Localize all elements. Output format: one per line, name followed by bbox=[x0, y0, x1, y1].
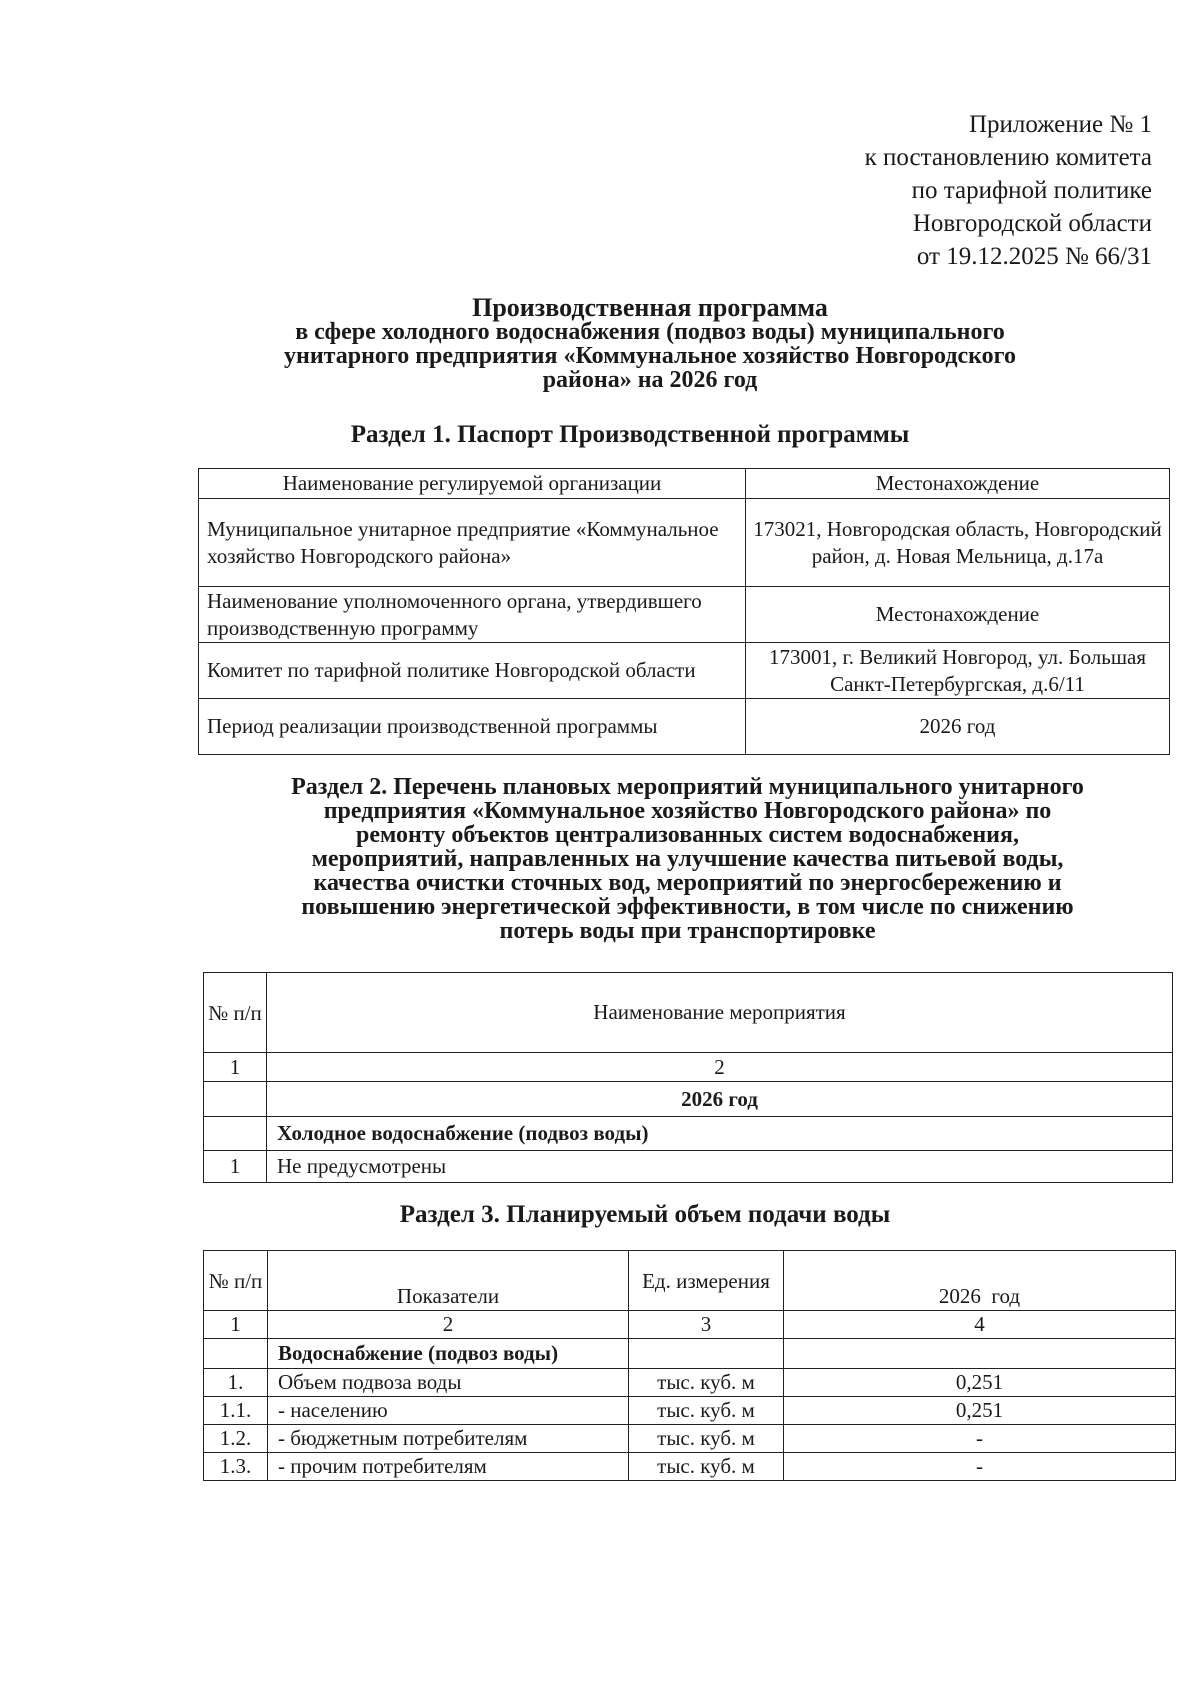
table-cell: 2 bbox=[268, 1311, 629, 1339]
table-cell: Наименование уполномоченного органа, утвердившего производственную программу bbox=[199, 587, 746, 643]
table-cell: - bbox=[784, 1425, 1176, 1453]
appendix-line: к постановлению комитета bbox=[864, 144, 1152, 171]
table-cell: 2026 год bbox=[784, 1251, 1176, 1311]
table-cell: - бюджетным потребителям bbox=[268, 1425, 629, 1453]
table-cell bbox=[204, 1082, 267, 1117]
title-line: унитарного предприятия «Коммунальное хозяйство Новгородского bbox=[284, 343, 1016, 369]
document-title bbox=[200, 293, 1100, 393]
title-line: Производственная программа bbox=[472, 293, 828, 322]
table-cell: 1 bbox=[204, 1151, 267, 1183]
heading-line: потерь воды при транспортировке bbox=[499, 918, 876, 944]
table-row bbox=[204, 1053, 1173, 1082]
appendix-line: по тарифной политике bbox=[911, 177, 1152, 204]
table-cell: 4 bbox=[784, 1311, 1176, 1339]
table-cell: Холодное водоснабжение (подвоз воды) bbox=[267, 1117, 1173, 1151]
section1-heading: Раздел 1. Паспорт Производственной программы bbox=[350, 421, 910, 448]
table-cell: 0,251 bbox=[784, 1369, 1176, 1397]
table-row bbox=[204, 1453, 1176, 1481]
table-cell: № п/п bbox=[204, 1251, 268, 1311]
table-row bbox=[204, 1151, 1173, 1183]
table-cell: 173021, Новгородская область, Новгородский район, д. Новая Мельница, д.17а bbox=[746, 499, 1170, 587]
table-cell: 2026 год bbox=[746, 699, 1170, 755]
table-cell: тыс. куб. м bbox=[629, 1397, 784, 1425]
heading-line: предприятия «Коммунальное хозяйство Новгородского района» по bbox=[323, 798, 1052, 824]
table-cell bbox=[204, 1117, 267, 1151]
table-row bbox=[204, 1251, 1176, 1311]
table-cell: Наименование мероприятия bbox=[267, 973, 1173, 1053]
table-row bbox=[204, 1117, 1173, 1151]
table-row bbox=[199, 499, 1170, 587]
heading-line: повышению энергетической эффективности, в том числе по снижению bbox=[301, 894, 1074, 920]
section2-heading bbox=[195, 775, 1180, 943]
table-cell: Объем подвоза воды bbox=[268, 1369, 629, 1397]
table-cell: 2026 год bbox=[267, 1082, 1173, 1117]
table-cell bbox=[629, 1339, 784, 1369]
table-cell bbox=[784, 1339, 1176, 1369]
table-cell: 2 bbox=[267, 1053, 1173, 1082]
table-row bbox=[199, 699, 1170, 755]
table-cell: Местонахождение bbox=[746, 587, 1170, 643]
table-cell: Не предусмотрены bbox=[267, 1151, 1173, 1183]
table-cell: 173001, г. Великий Новгород, ул. Большая Санкт-Петербургская, д.6/11 bbox=[746, 643, 1170, 699]
table-cell: Муниципальное унитарное предприятие «Коммунальное хозяйство Новгородского района» bbox=[199, 499, 746, 587]
table-cell: - прочим потребителям bbox=[268, 1453, 629, 1481]
table-cell: № п/п bbox=[204, 973, 267, 1053]
table-cell: Ед. измерения bbox=[629, 1251, 784, 1311]
table-cell: 1 bbox=[204, 1053, 267, 1082]
measures-table bbox=[203, 972, 1173, 1183]
table-cell: Наименование регулируемой организации bbox=[199, 469, 746, 499]
title-line: в сфере холодного водоснабжения (подвоз воды) муниципального bbox=[295, 319, 1005, 345]
table-row bbox=[204, 1311, 1176, 1339]
table-row bbox=[204, 1397, 1176, 1425]
table-cell: 1 bbox=[204, 1311, 268, 1339]
appendix-line: от 19.12.2025 № 66/31 bbox=[916, 243, 1152, 270]
table-cell: 1.2. bbox=[204, 1425, 268, 1453]
table-cell: Водоснабжение (подвоз воды) bbox=[268, 1339, 629, 1369]
table-cell: тыс. куб. м bbox=[629, 1453, 784, 1481]
table-cell: 1. bbox=[204, 1369, 268, 1397]
table-cell: 1.1. bbox=[204, 1397, 268, 1425]
table-cell: Комитет по тарифной политике Новгородской области bbox=[199, 643, 746, 699]
table-row bbox=[204, 973, 1173, 1053]
table-cell: 0,251 bbox=[784, 1397, 1176, 1425]
title-line: района» на 2026 год bbox=[542, 367, 758, 393]
passport-table bbox=[198, 468, 1170, 755]
table-row bbox=[204, 1425, 1176, 1453]
heading-line: Раздел 2. Перечень плановых мероприятий муниципального унитарного bbox=[291, 774, 1084, 800]
table-row bbox=[199, 587, 1170, 643]
appendix-line: Новгородской области bbox=[912, 210, 1152, 237]
table-cell: Показатели bbox=[268, 1251, 629, 1311]
appendix-line: Приложение № 1 bbox=[968, 111, 1152, 138]
table-cell: Местонахождение bbox=[746, 469, 1170, 499]
heading-line: качества очистки сточных вод, мероприятий по энергосбережению и bbox=[313, 870, 1062, 896]
table-row bbox=[204, 1082, 1173, 1117]
table-cell: - bbox=[784, 1453, 1176, 1481]
table-cell: - населению bbox=[268, 1397, 629, 1425]
table-row bbox=[199, 643, 1170, 699]
table-row bbox=[204, 1339, 1176, 1369]
heading-line: ремонту объектов централизованных систем водоснабжения, bbox=[356, 822, 1019, 848]
table-cell: 1.3. bbox=[204, 1453, 268, 1481]
table-cell: 3 bbox=[629, 1311, 784, 1339]
table-cell: тыс. куб. м bbox=[629, 1425, 784, 1453]
table-cell bbox=[204, 1339, 268, 1369]
table-cell: Период реализации производственной программы bbox=[199, 699, 746, 755]
appendix-block bbox=[652, 108, 1152, 273]
section3-heading: Раздел 3. Планируемый объем подачи воды bbox=[399, 1201, 891, 1228]
table-cell: тыс. куб. м bbox=[629, 1369, 784, 1397]
volumes-table bbox=[203, 1250, 1176, 1481]
table-row bbox=[199, 469, 1170, 499]
table-row bbox=[204, 1369, 1176, 1397]
heading-line: мероприятий, направленных на улучшение качества питьевой воды, bbox=[311, 846, 1064, 872]
